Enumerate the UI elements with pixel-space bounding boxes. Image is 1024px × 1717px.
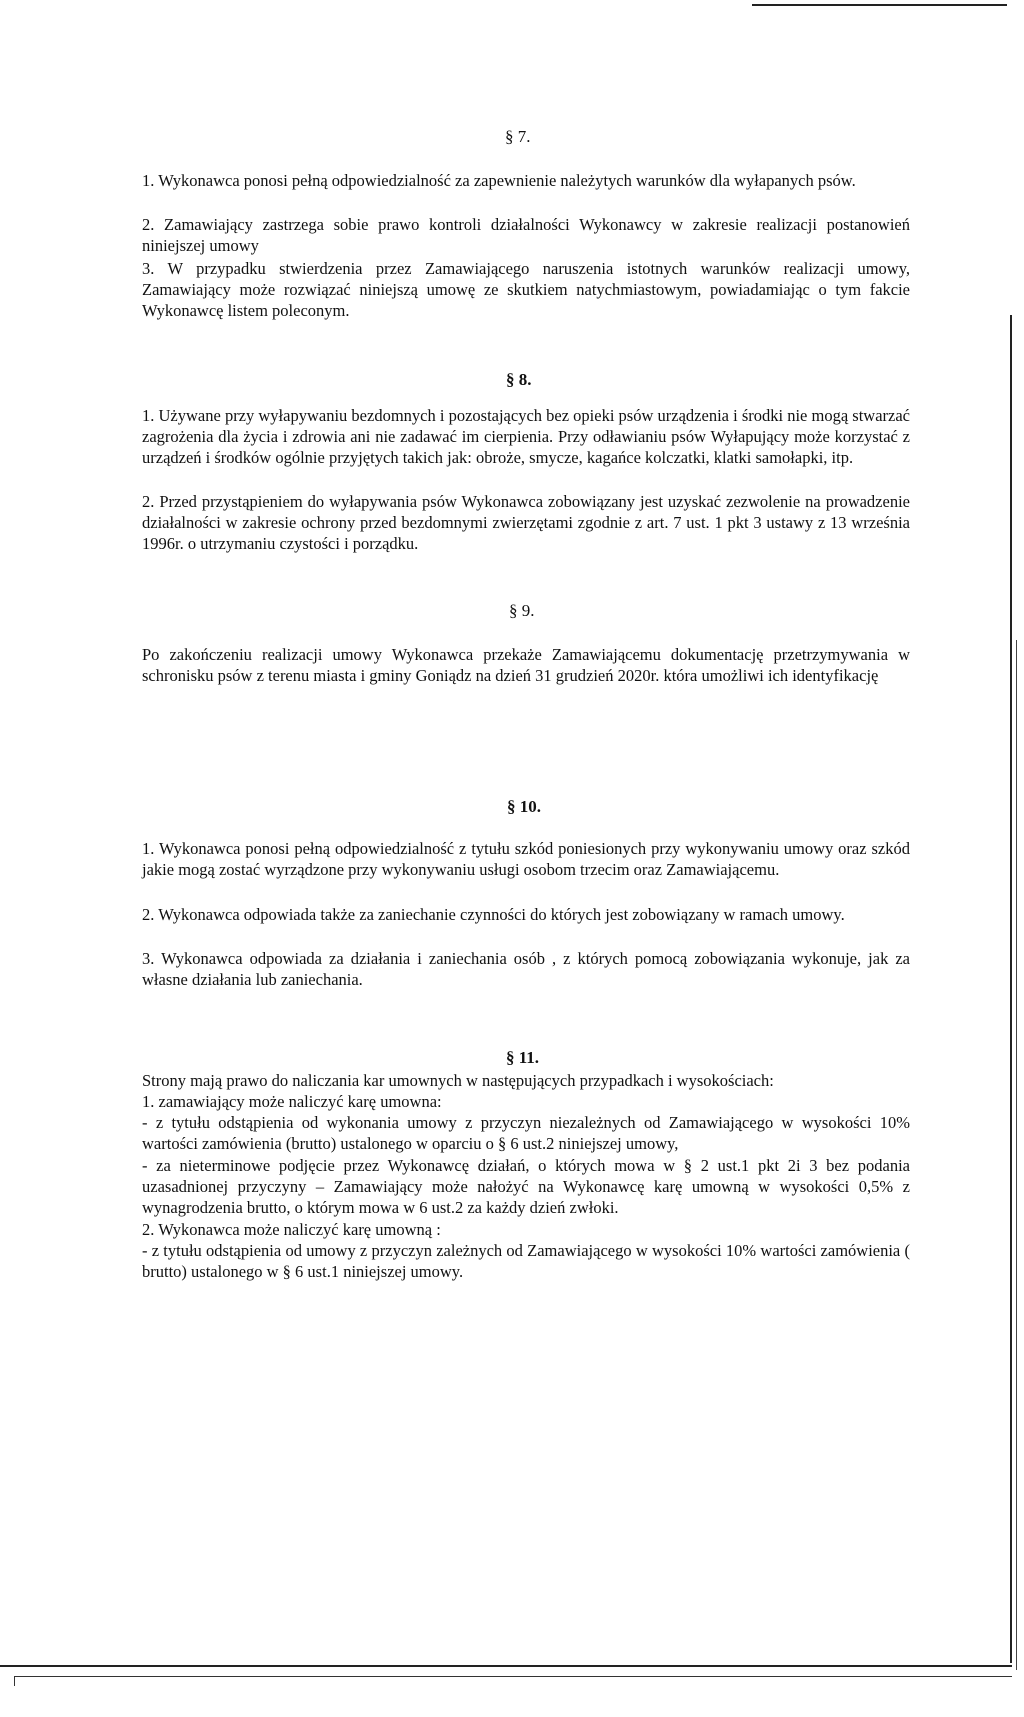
scan-bottom-rule [0, 1665, 1012, 1667]
section-7-heading: § 7. [505, 127, 531, 146]
section-7-paragraph-3: 3. W przypadku stwierdzenia przez Zamawiającego naruszenia istotnych warunków realizacji umowy, Zamawiający może rozwiązać niniejszą umowę ze skutkiem natychmiastowym, powiadamiając o tym fakcie Wykonawcę listem poleconym. [142, 259, 910, 320]
section-11-intro: Strony mają prawo do naliczania kar umownych w następujących przypadkach i wysokościach: [142, 1071, 774, 1090]
section-11-item-2-bullet-1: - z tytułu odstąpienia od umowy z przyczyn zależnych od Zamawiającego w wysokości 10% wartości zamówienia ( brutto) ustalonego w § 6 ust.1 niniejszej umowy. [142, 1241, 910, 1281]
section-7-paragraph-1: 1. Wykonawca ponosi pełną odpowiedzialność za zapewnienie należytych warunków dla wyłapanych psów. [142, 171, 856, 190]
scan-bottom-rule-inner [14, 1676, 1012, 1677]
scan-bottom-corner [14, 1676, 15, 1686]
scan-right-edge [1010, 315, 1012, 1663]
section-10-paragraph-2: 2. Wykonawca odpowiada także za zaniechanie czynności do których jest zobowiązany w ramach umowy. [142, 905, 845, 924]
section-8-paragraph-1: 1. Używane przy wyłapywaniu bezdomnych i pozostających bez opieki psów urządzenia i środki nie mogą stwarzać zagrożenia dla życia i zdrowia ani nie zadawać im cierpienia. Przy odławianiu psów Wyłapujący może korzystać z urządzeń i środków ogólnie przyjętych takich jak: obroże, smycze, kagańce kolczatki, klatki samołapki, itp. [142, 406, 910, 467]
scan-right-edge-inner [1016, 640, 1017, 1670]
section-9-heading: § 9. [509, 601, 535, 620]
section-10-heading: § 10. [507, 797, 541, 816]
section-8-paragraph-2: 2. Przed przystąpieniem do wyłapywania psów Wykonawca zobowiązany jest uzyskać zezwolenie na prowadzenie działalności w zakresie ochrony przed bezdomnymi zwierzętami zgodnie z art. 7 ust. 1 pkt 3 ustawy z 13 września 1996r. o utrzymaniu czystości i porządku. [142, 492, 910, 553]
section-11-item-1: 1. zamawiający może naliczyć karę umowna: [142, 1092, 442, 1111]
section-8-heading: § 8. [506, 370, 532, 389]
section-11-item-2: 2. Wykonawca może naliczyć karę umowną : [142, 1220, 441, 1239]
section-10-paragraph-1: 1. Wykonawca ponosi pełną odpowiedzialność z tytułu szkód poniesionych przy wykonywaniu umowy oraz szkód jakie mogą zostać wyrządzone przy wykonywaniu usługi osobom trzecim oraz Zamawiającemu. [142, 839, 910, 879]
section-11-heading: § 11. [506, 1048, 540, 1067]
scan-top-rule [752, 4, 1007, 6]
section-9-paragraph-1: Po zakończeniu realizacji umowy Wykonawca przekaże Zamawiającemu dokumentację przetrzymywania w schronisku psów z terenu miasta i gminy Goniądz na dzień 31 grudzień 2020r. która umożliwi ich identyfikację [142, 645, 910, 685]
section-11-item-1-bullet-1: - z tytułu odstąpienia od wykonania umowy z przyczyn niezależnych od Zamawiającego w wysokości 10% wartości zamówienia (brutto) ustalonego w oparciu o § 6 ust.2 niniejszej umowy, [142, 1113, 910, 1153]
section-10-paragraph-3: 3. Wykonawca odpowiada za działania i zaniechania osób , z których pomocą zobowiązania wykonuje, jak za własne działania lub zaniechania. [142, 949, 910, 989]
section-11-item-1-bullet-2: - za nieterminowe podjęcie przez Wykonawcę działań, o których mowa w § 2 ust.1 pkt 2i 3 bez podania uzasadnionej przyczyny – Zamawiający może nałożyć na Wykonawcę karę umowną w wysokości 0,5% z wynagrodzenia brutto, o którym mowa w 6 ust.2 za każdy dzień zwłoki. [142, 1156, 910, 1217]
section-7-paragraph-2: 2. Zamawiający zastrzega sobie prawo kontroli działalności Wykonawcy w zakresie realizacji postanowień niniejszej umowy [142, 215, 910, 255]
